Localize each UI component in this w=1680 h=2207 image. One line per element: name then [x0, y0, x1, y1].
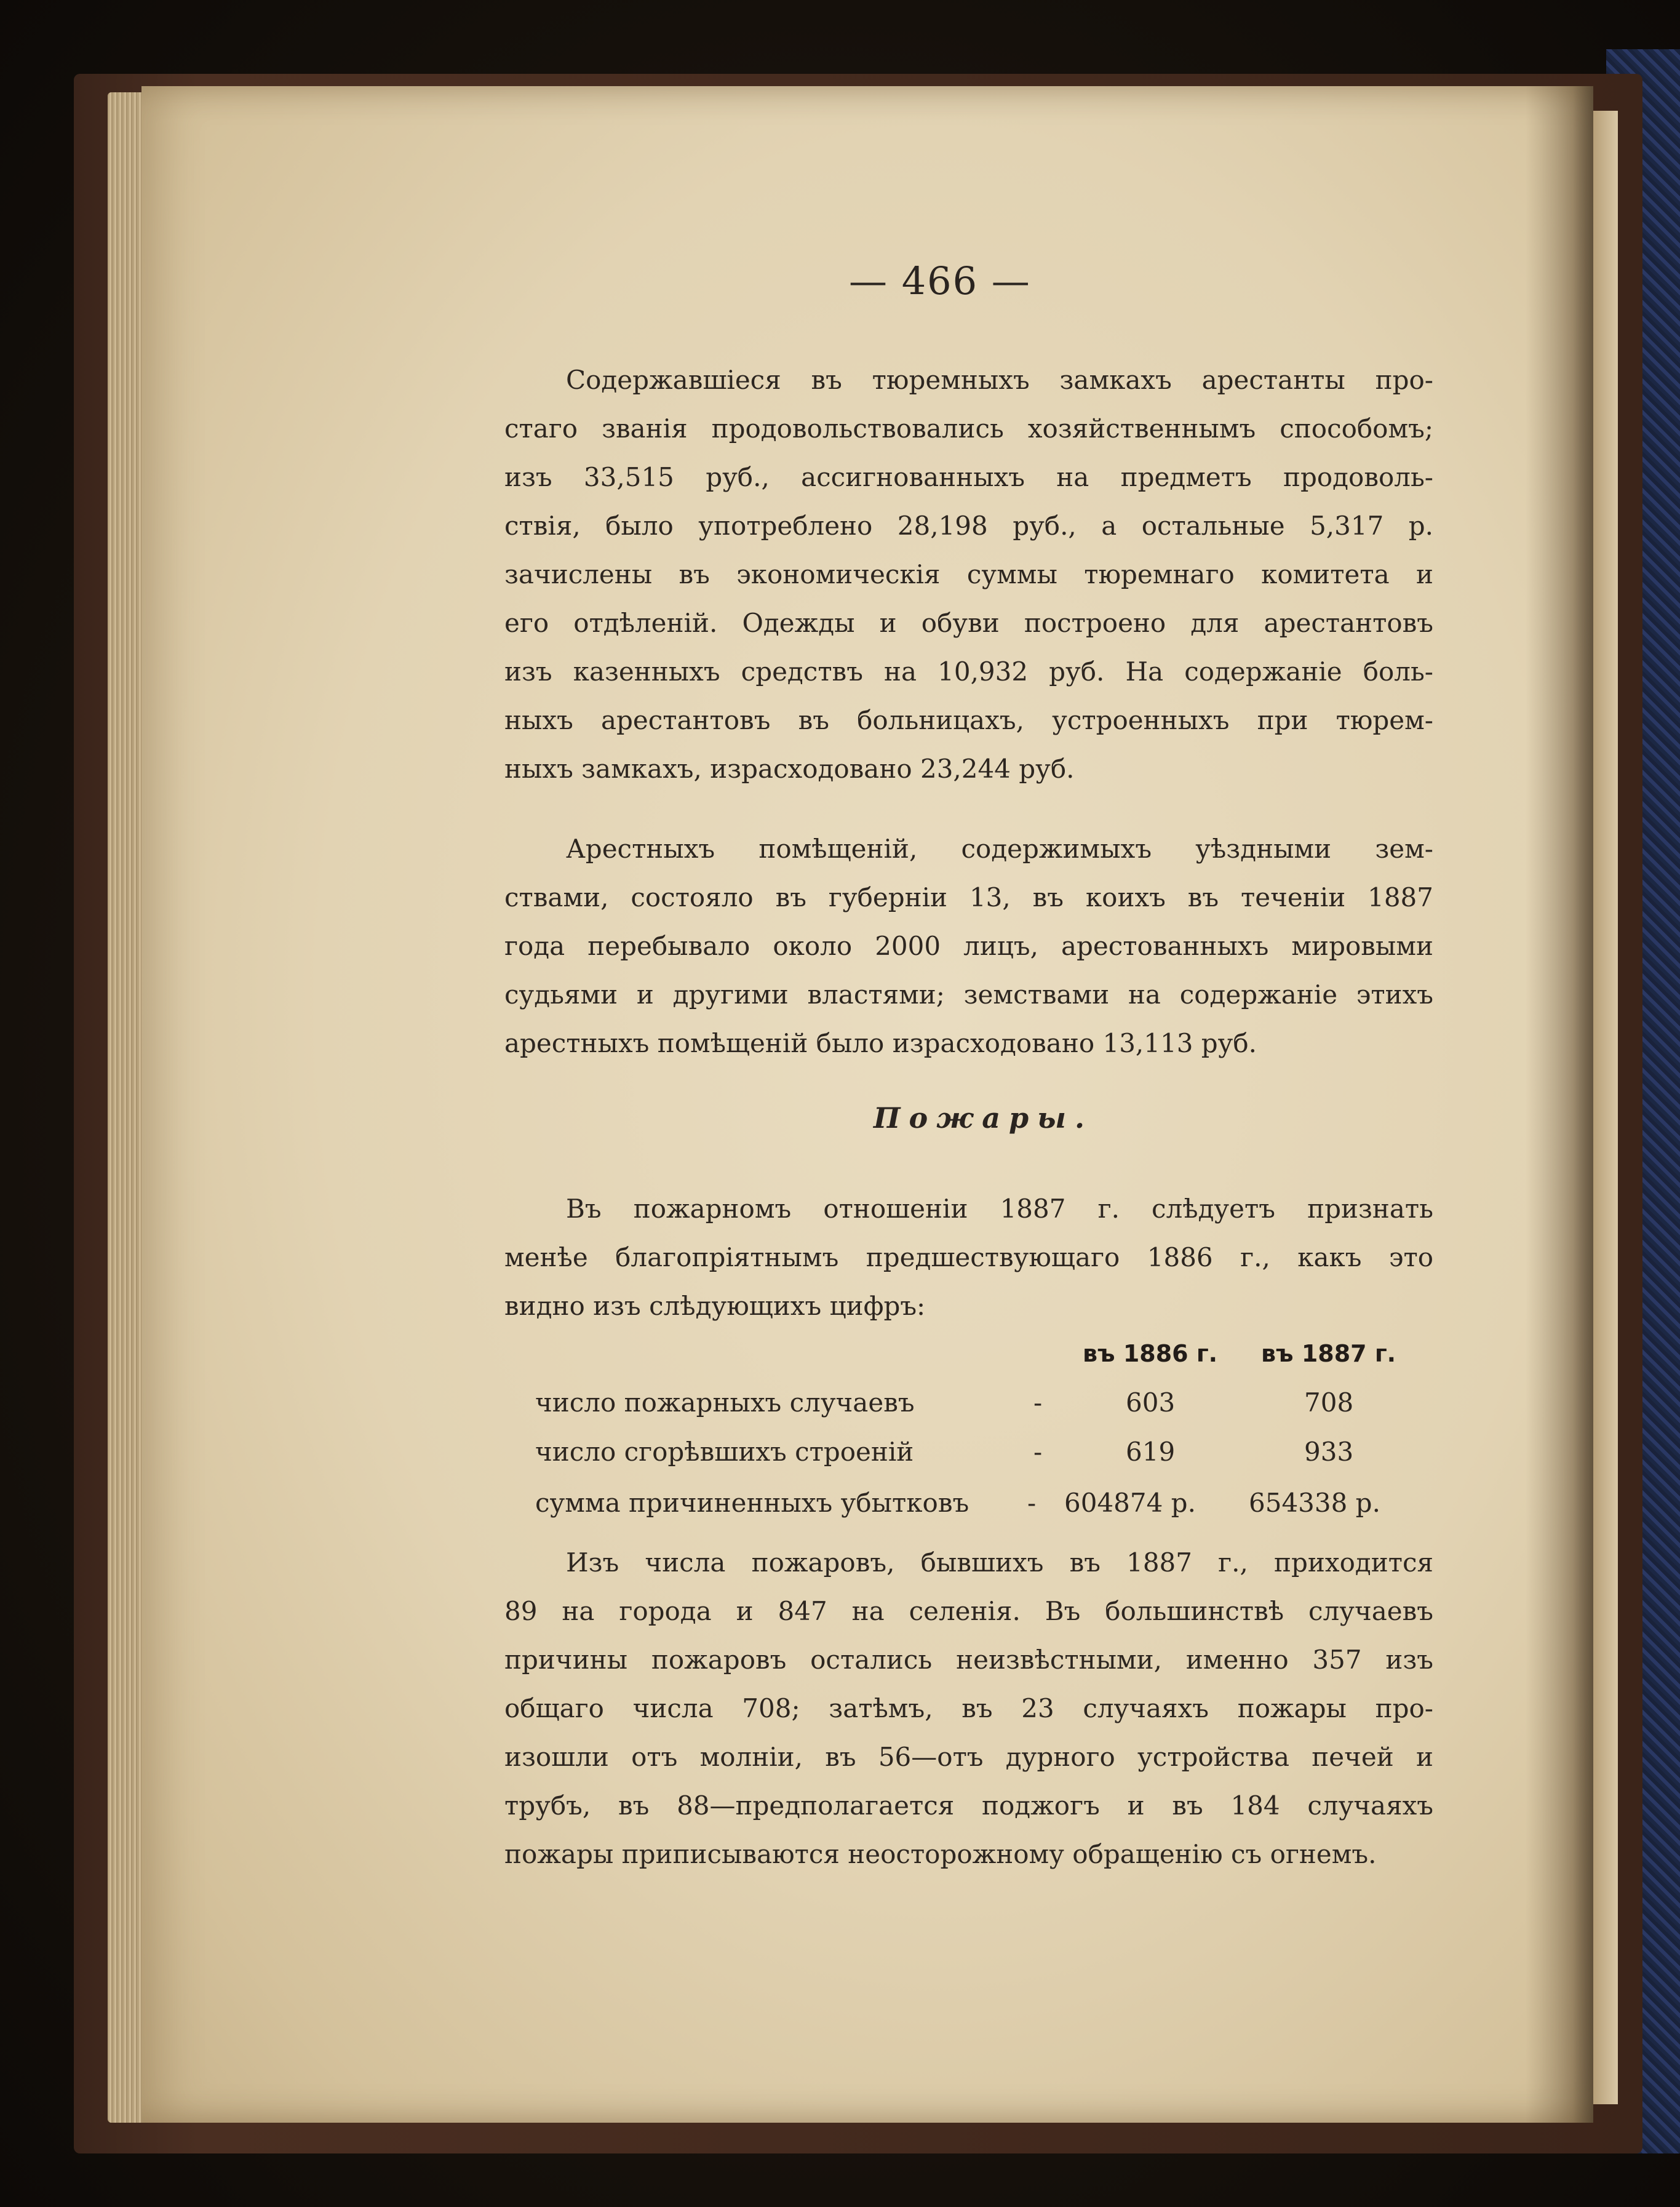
- text-line: судьями и другими властями; земствами на содержаніе этихъ: [504, 980, 1433, 1010]
- row-label: число сгорѣвшихъ строеній: [535, 1437, 914, 1467]
- text-line: пожары приписываются неосторожному обращенію съ огнемъ.: [504, 1839, 1377, 1869]
- value-1886: 604874 р.: [1064, 1488, 1196, 1518]
- text-line: видно изъ слѣдующихъ цифръ:: [504, 1291, 926, 1321]
- text-line: 89 на города и 847 на селенія. Въ большинствѣ случаевъ: [504, 1596, 1433, 1626]
- value-1887: 708: [1304, 1387, 1354, 1418]
- text-line: его отдѣленій. Одежды и обуви построено для арестантовъ: [504, 608, 1433, 638]
- text-line: трубъ, въ 88—предполагается поджогъ и въ 184 случаяхъ: [504, 1790, 1433, 1821]
- text-line: года перебывало около 2000 лицъ, арестованныхъ мировыми: [504, 931, 1433, 961]
- text-line: стаго званія продовольствовались хозяйственнымъ способомъ;: [504, 413, 1433, 444]
- paragraph-fires-intro: [504, 1184, 1433, 1330]
- text-line: ствами, состояло въ губерніи 13, въ коихъ въ теченіи 1887: [504, 882, 1433, 912]
- text-line: Въ пожарномъ отношеніи 1887 г. слѣдуетъ признать: [566, 1194, 1433, 1224]
- page-gutter-shadow: [1526, 86, 1593, 2123]
- row-dash: -: [1033, 1387, 1043, 1418]
- table-row: [535, 1488, 1421, 1531]
- text-line: ныхъ арестантовъ въ больницахъ, устроенныхъ при тюрем-: [504, 705, 1433, 735]
- text-line: ствія, было употреблено 28,198 руб., а остальные 5,317 р.: [504, 511, 1433, 541]
- value-1886: 603: [1126, 1387, 1176, 1418]
- paragraph-fire-causes: [504, 1538, 1433, 1878]
- value-1887: 933: [1304, 1437, 1354, 1467]
- text-line: Содержавшіеся въ тюремныхъ замкахъ арестанты про-: [566, 365, 1433, 395]
- table-header-1886: въ 1886 г.: [1083, 1340, 1218, 1367]
- table-header-1887: въ 1887 г.: [1261, 1340, 1396, 1367]
- row-label: число пожарныхъ случаевъ: [535, 1387, 915, 1418]
- page-number: — 466 —: [849, 258, 1031, 303]
- row-dash: -: [1027, 1488, 1037, 1518]
- opposite-page-edge: [1593, 111, 1618, 2104]
- table-row: [535, 1437, 1421, 1480]
- text-line: зачислены въ экономическія суммы тюремнаго комитета и: [504, 559, 1433, 589]
- text-line: ныхъ замкахъ, израсходовано 23,244 руб.: [504, 754, 1075, 784]
- text-line: общаго числа 708; затѣмъ, въ 23 случаяхъ пожары про-: [504, 1693, 1433, 1723]
- paragraph-arrest-rooms: [504, 824, 1433, 1068]
- section-heading-fires: Пожары.: [874, 1101, 1093, 1135]
- value-1887: 654338 р.: [1249, 1488, 1380, 1518]
- text-line: изъ казенныхъ средствъ на 10,932 руб. На содержаніе боль-: [504, 657, 1433, 687]
- paragraph-prison-expenses: [504, 356, 1433, 793]
- text-line: изошли отъ молніи, въ 56—отъ дурного устройства печей и: [504, 1742, 1433, 1772]
- text-line: менѣе благопріятнымъ предшествующаго 1886 г., какъ это: [504, 1242, 1433, 1272]
- text-line: изъ 33,515 руб., ассигнованныхъ на предметъ продоволь-: [504, 462, 1433, 492]
- table-row: [535, 1387, 1421, 1431]
- text-line: Изъ числа пожаровъ, бывшихъ въ 1887 г., приходится: [566, 1547, 1433, 1578]
- value-1886: 619: [1126, 1437, 1176, 1467]
- text-line: арестныхъ помѣщеній было израсходовано 13,113 руб.: [504, 1028, 1257, 1058]
- text-line: причины пожаровъ остались неизвѣстными, именно 357 изъ: [504, 1645, 1433, 1675]
- text-line: Арестныхъ помѣщеній, содержимыхъ уѣздными зем-: [566, 834, 1433, 864]
- row-label: сумма причиненныхъ убытковъ: [535, 1488, 969, 1518]
- row-dash: -: [1033, 1437, 1043, 1467]
